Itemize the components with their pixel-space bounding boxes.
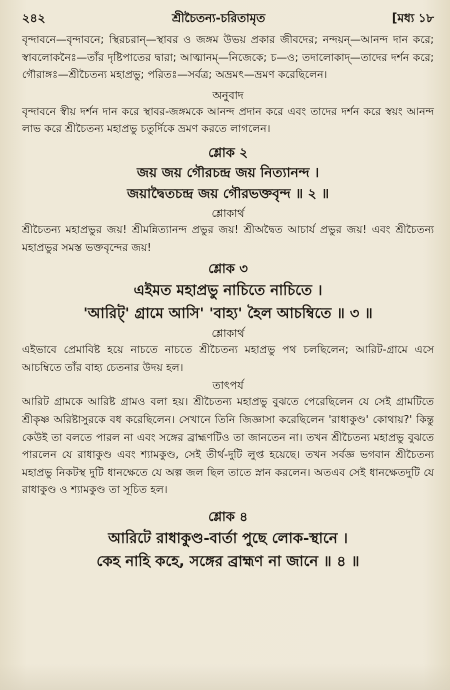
sloka-2-line-2: জয়াদ্বৈতচন্দ্র জয় গৌরভক্তবৃন্দ ॥ ২ ॥	[126, 185, 330, 202]
page-edge-shadow	[0, 664, 450, 690]
translation-heading: অনুবাদ	[212, 88, 244, 102]
translation: বৃন্দাবনে স্বীয় দর্শন দান করে স্থাবর-জঙ্গমকে আনন্দ প্রদান করে এবং তাদের দর্শন করে স্বয়ং আনন্দ লাভ করে শ্রীচৈতন্য মহাপ্রভু চতুর্দিকে ভ্রমণ করতে লাগলেন।	[22, 105, 434, 136]
section-marker: [মধ্য ১৮	[391, 11, 434, 25]
purport-heading: তাৎপর্য	[212, 379, 244, 393]
book-title: শ্রীচৈতন্য-চরিতামৃত	[172, 11, 266, 25]
running-header	[22, 10, 434, 28]
sloka-4-line-2: কেহ নাহি কহে, সঙ্গের ব্রাহ্মণ না জানে ॥ ৪ ॥	[96, 552, 360, 570]
page-number: ২৪২	[22, 11, 46, 25]
sloka-3-line-2: 'আরিট্' গ্রামে আসি' 'বাহ্য' হৈল আচম্বিতে ॥ ৩ ॥	[83, 305, 373, 323]
sloka-2-meaning: শ্রীচৈতন্য মহাপ্রভুর জয়! শ্রীমন্নিত্যানন্দ প্রভুর জয়! শ্রীঅদ্বৈত আচার্য প্রভুর জয়! এবং শ্রীচৈতন্য মহাপ্রভুর সমস্ত ভক্তবৃন্দের জয়!	[22, 223, 434, 254]
sloka-2-line-1: জয় জয় গৌরচন্দ্র জয় নিত্যানন্দ ।	[136, 164, 320, 181]
purport: আরিট গ্রামকে আরিষ্ট গ্রামও বলা হয়। শ্রীচৈতন্য মহাপ্রভু বুঝতে পেরেছিলেন যে সেই গ্রামটিতে শ্রীকৃষ্ণ অরিষ্টাসুরকে বধ করেছিলেন। সেখানে তিনি জিজ্ঞাসা করেছিলেন 'রাধাকুণ্ড' কোথায়?' কিন্তু কেউই তা বলতে পারল না এবং সঙ্গের ব্রাহ্মণটিও তা জানতেন না। তখন শ্রীচৈতন্য মহাপ্রভু বুঝতে পারলেন যে রাধাকুণ্ড এবং শ্যামকুণ্ড, সেই তীর্থ-দুটি লুপ্ত হয়েছে। তখন সর্বজ্ঞ ভগবান শ্রীচৈতন্য মহাপ্রভু নিকটস্থ দুটি ধানক্ষেতে যে অল্প জল ছিল তাতে স্নান করলেন। অতএব সেই ধানক্ষেতদুটি যে রাধাকুণ্ড ও শ্যামকুণ্ড তা সূচিত হল।	[22, 396, 434, 497]
sloka-4-line-1: আরিটে রাধাকুণ্ড-বার্তা পুছে লোক-স্থানে ।	[108, 529, 348, 547]
word-meaning: বৃন্দাবনে—বৃন্দাবনে; স্থিরচরান্—স্থাবর ও জঙ্গম উভয় প্রকার জীবদের; নন্দয়ন্—আনন্দ দান করে; স্বাবলোকনৈঃ—তাঁর দৃষ্টিপাতের দ্বারা; আত্মানম্—নিজেকে; চ—ও; তদালোকাদ্—তাদের দর্শন করে; গৌরাঙ্গঃ—শ্রীচৈতন্য মহাপ্রভু; পরিতঃ—সর্বত্র; অভ্রমৎ—ভ্রমণ করেছিলেন।	[22, 34, 434, 82]
sloka-2-meaning-heading: শ্লোকার্থ	[211, 206, 245, 220]
sloka-4-title: শ্লোক ৪	[208, 509, 248, 525]
sloka-2-title: শ্লোক ২	[208, 145, 248, 161]
sloka-3-line-1: এইমত মহাপ্রভু নাচিতে নাচিতে ।	[133, 282, 323, 300]
sloka-3-title: শ্লোক ৩	[208, 262, 248, 278]
sloka-3-meaning-heading: শ্লোকার্থ	[211, 327, 245, 341]
sloka-3-meaning: এইভাবে প্রেমাবিষ্ট হয়ে নাচতে নাচতে শ্রীচৈতন্য মহাপ্রভু পথ চলছিলেন; আরিট-গ্রামে এসে আচম্বিতে তাঁর বাহ্য চেতনার উদয় হল।	[22, 344, 434, 374]
